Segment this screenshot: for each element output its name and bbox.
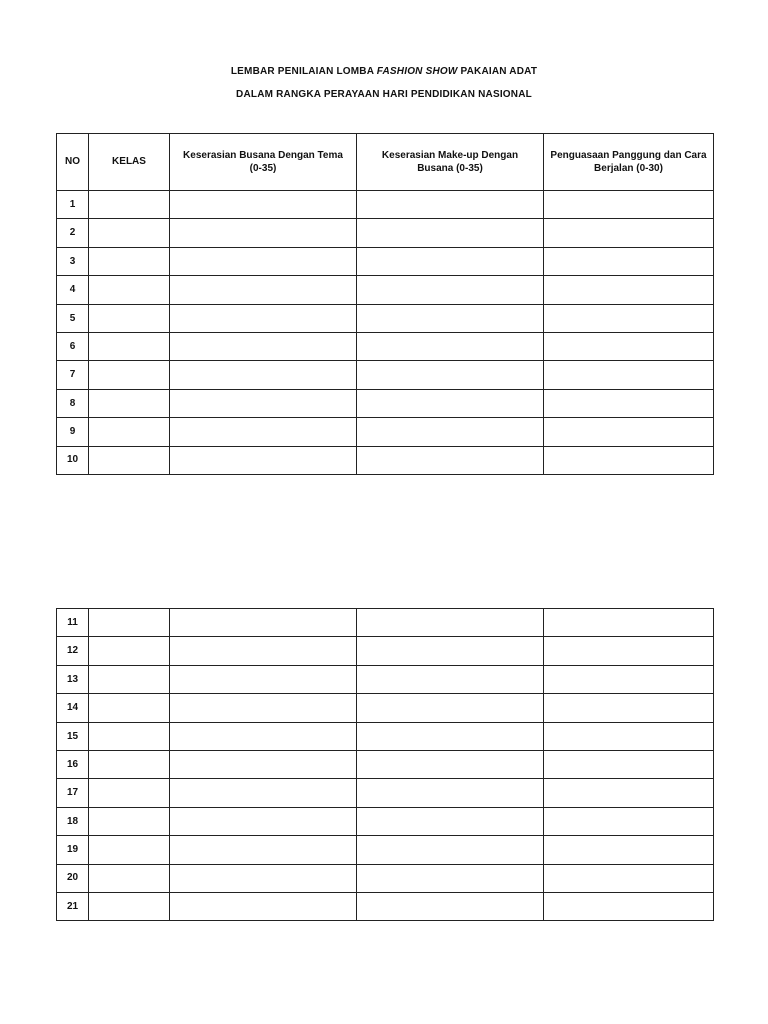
kelas-cell[interactable] xyxy=(89,694,170,722)
panggung-cell[interactable] xyxy=(544,276,714,304)
score-table-part-2 xyxy=(56,608,714,921)
busana-tema-cell[interactable] xyxy=(170,750,357,778)
kelas-cell[interactable] xyxy=(89,609,170,637)
table-row xyxy=(57,332,714,360)
makeup-busana-cell[interactable] xyxy=(357,247,544,275)
score-table-part-1 xyxy=(56,133,714,475)
kelas-cell[interactable] xyxy=(89,892,170,920)
busana-tema-cell[interactable] xyxy=(170,247,357,275)
busana-tema-cell[interactable] xyxy=(170,637,357,665)
panggung-cell[interactable] xyxy=(544,836,714,864)
kelas-cell[interactable] xyxy=(89,836,170,864)
row-number: 14 xyxy=(57,694,89,722)
table-row xyxy=(57,807,714,835)
kelas-cell[interactable] xyxy=(89,332,170,360)
row-number: 19 xyxy=(57,836,89,864)
makeup-busana-cell[interactable] xyxy=(357,446,544,474)
panggung-cell[interactable] xyxy=(544,750,714,778)
panggung-cell[interactable] xyxy=(544,418,714,446)
header-no: NO xyxy=(57,134,89,191)
row-number: 6 xyxy=(57,332,89,360)
kelas-cell[interactable] xyxy=(89,665,170,693)
busana-tema-cell[interactable] xyxy=(170,418,357,446)
table-row xyxy=(57,276,714,304)
busana-tema-cell[interactable] xyxy=(170,191,357,219)
busana-tema-cell[interactable] xyxy=(170,446,357,474)
makeup-busana-cell[interactable] xyxy=(357,304,544,332)
panggung-cell[interactable] xyxy=(544,332,714,360)
makeup-busana-cell[interactable] xyxy=(357,637,544,665)
table-row xyxy=(57,219,714,247)
busana-tema-cell[interactable] xyxy=(170,836,357,864)
title-prefix: LEMBAR PENILAIAN LOMBA xyxy=(230,66,377,77)
row-number: 13 xyxy=(57,665,89,693)
header-makeup-busana: Keserasian Make-up Dengan Busana (0-35) xyxy=(357,134,544,191)
table-row xyxy=(57,779,714,807)
kelas-cell[interactable] xyxy=(89,389,170,417)
busana-tema-cell[interactable] xyxy=(170,609,357,637)
table-row xyxy=(57,864,714,892)
kelas-cell[interactable] xyxy=(89,446,170,474)
busana-tema-cell[interactable] xyxy=(170,389,357,417)
row-number: 18 xyxy=(57,807,89,835)
row-number: 21 xyxy=(57,892,89,920)
makeup-busana-cell[interactable] xyxy=(357,694,544,722)
document-subtitle: DALAM RANGKA PERAYAAN HARI PENDIDIKAN NASIONAL xyxy=(236,89,532,100)
kelas-cell[interactable] xyxy=(89,864,170,892)
kelas-cell[interactable] xyxy=(89,219,170,247)
table-row xyxy=(57,418,714,446)
table-row xyxy=(57,247,714,275)
panggung-cell[interactable] xyxy=(544,665,714,693)
makeup-busana-cell[interactable] xyxy=(357,750,544,778)
makeup-busana-cell[interactable] xyxy=(357,361,544,389)
kelas-cell[interactable] xyxy=(89,807,170,835)
header-busana-tema: Keserasian Busana Dengan Tema (0-35) xyxy=(170,134,357,191)
busana-tema-cell[interactable] xyxy=(170,694,357,722)
busana-tema-cell[interactable] xyxy=(170,665,357,693)
table-row xyxy=(57,446,714,474)
table-row xyxy=(57,665,714,693)
row-number: 10 xyxy=(57,446,89,474)
table-row xyxy=(57,361,714,389)
panggung-cell[interactable] xyxy=(544,637,714,665)
table-row xyxy=(57,750,714,778)
panggung-cell[interactable] xyxy=(544,779,714,807)
header-kelas: KELAS xyxy=(89,134,170,191)
busana-tema-cell[interactable] xyxy=(170,779,357,807)
header-panggung: Penguasaan Panggung dan Cara Berjalan (0-30) xyxy=(544,134,714,191)
makeup-busana-cell[interactable] xyxy=(357,276,544,304)
panggung-cell[interactable] xyxy=(544,807,714,835)
table-row xyxy=(57,304,714,332)
kelas-cell[interactable] xyxy=(89,191,170,219)
row-number: 12 xyxy=(57,637,89,665)
row-number: 1 xyxy=(57,191,89,219)
kelas-cell[interactable] xyxy=(89,304,170,332)
table-row xyxy=(57,637,714,665)
row-number: 7 xyxy=(57,361,89,389)
makeup-busana-cell[interactable] xyxy=(357,665,544,693)
busana-tema-cell[interactable] xyxy=(170,807,357,835)
row-number: 8 xyxy=(57,389,89,417)
panggung-cell[interactable] xyxy=(544,219,714,247)
makeup-busana-cell[interactable] xyxy=(357,389,544,417)
kelas-cell[interactable] xyxy=(89,276,170,304)
row-number: 16 xyxy=(57,750,89,778)
busana-tema-cell[interactable] xyxy=(170,722,357,750)
makeup-busana-cell[interactable] xyxy=(357,807,544,835)
busana-tema-cell[interactable] xyxy=(170,276,357,304)
busana-tema-cell[interactable] xyxy=(170,332,357,360)
makeup-busana-cell[interactable] xyxy=(357,332,544,360)
makeup-busana-cell[interactable] xyxy=(357,219,544,247)
panggung-cell[interactable] xyxy=(544,389,714,417)
makeup-busana-cell[interactable] xyxy=(357,892,544,920)
table-row xyxy=(57,694,714,722)
busana-tema-cell[interactable] xyxy=(170,361,357,389)
row-number: 5 xyxy=(57,304,89,332)
table-row xyxy=(57,389,714,417)
panggung-cell[interactable] xyxy=(544,361,714,389)
kelas-cell[interactable] xyxy=(89,637,170,665)
row-number: 3 xyxy=(57,247,89,275)
table-body-part-2 xyxy=(57,609,714,921)
row-number: 9 xyxy=(57,418,89,446)
table-row xyxy=(57,609,714,637)
table-body-part-1 xyxy=(57,191,714,475)
row-number: 11 xyxy=(57,609,89,637)
table-row xyxy=(57,191,714,219)
table-row xyxy=(57,836,714,864)
panggung-cell[interactable] xyxy=(544,722,714,750)
busana-tema-cell[interactable] xyxy=(170,864,357,892)
makeup-busana-cell[interactable] xyxy=(357,609,544,637)
kelas-cell[interactable] xyxy=(89,361,170,389)
makeup-busana-cell[interactable] xyxy=(357,722,544,750)
kelas-cell[interactable] xyxy=(89,418,170,446)
table-row xyxy=(57,722,714,750)
row-number: 4 xyxy=(57,276,89,304)
busana-tema-cell[interactable] xyxy=(170,219,357,247)
makeup-busana-cell[interactable] xyxy=(357,836,544,864)
kelas-cell[interactable] xyxy=(89,722,170,750)
document-title xyxy=(0,66,768,77)
panggung-cell[interactable] xyxy=(544,304,714,332)
row-number: 20 xyxy=(57,864,89,892)
makeup-busana-cell[interactable] xyxy=(357,779,544,807)
title-italic: FASHION SHOW xyxy=(376,66,458,77)
table-header-row xyxy=(57,134,714,191)
panggung-cell[interactable] xyxy=(544,609,714,637)
busana-tema-cell[interactable] xyxy=(170,892,357,920)
panggung-cell[interactable] xyxy=(544,191,714,219)
panggung-cell[interactable] xyxy=(544,864,714,892)
panggung-cell[interactable] xyxy=(544,446,714,474)
kelas-cell[interactable] xyxy=(89,247,170,275)
makeup-busana-cell[interactable] xyxy=(357,191,544,219)
table-row xyxy=(57,892,714,920)
kelas-cell[interactable] xyxy=(89,779,170,807)
makeup-busana-cell[interactable] xyxy=(357,864,544,892)
panggung-cell[interactable] xyxy=(544,694,714,722)
row-number: 17 xyxy=(57,779,89,807)
makeup-busana-cell[interactable] xyxy=(357,418,544,446)
row-number: 15 xyxy=(57,722,89,750)
panggung-cell[interactable] xyxy=(544,892,714,920)
title-suffix: PAKAIAN ADAT xyxy=(457,66,538,77)
kelas-cell[interactable] xyxy=(89,750,170,778)
busana-tema-cell[interactable] xyxy=(170,304,357,332)
panggung-cell[interactable] xyxy=(544,247,714,275)
row-number: 2 xyxy=(57,219,89,247)
